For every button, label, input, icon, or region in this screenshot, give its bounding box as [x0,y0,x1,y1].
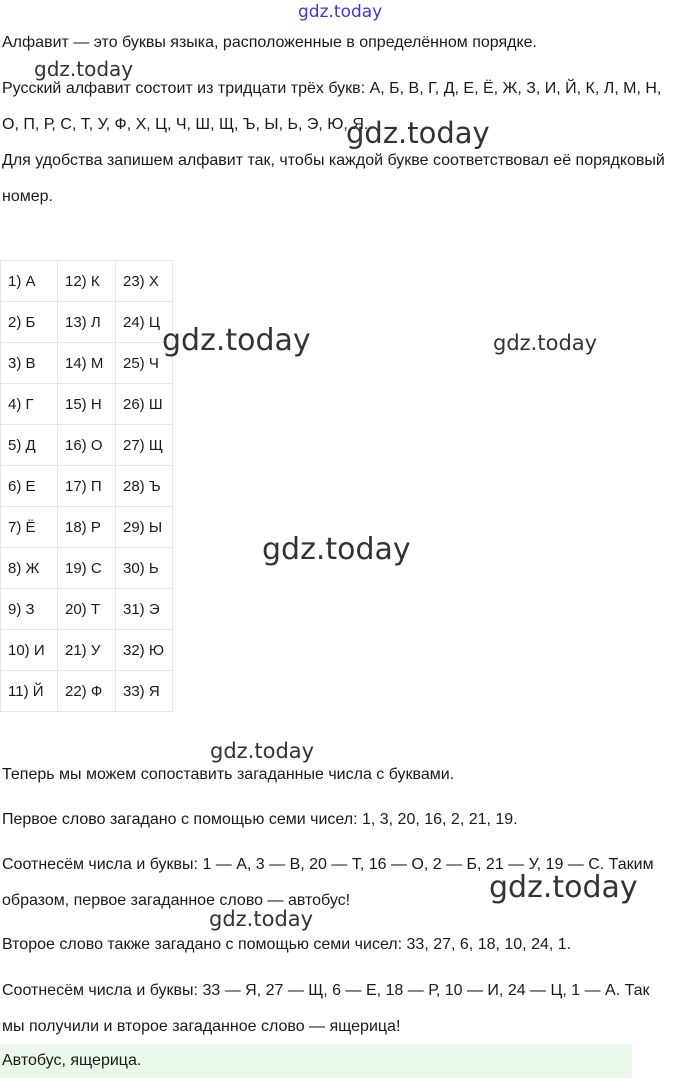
table-cell: 3) В [1,343,58,384]
table-cell: 4) Г [1,384,58,425]
table-cell: 21) У [58,630,116,671]
table-cell: 8) Ж [1,548,58,589]
paragraph-numbering-intro: Для удобства запишем алфавит так, чтобы каждой букве соответствовал её порядковый номер. [2,152,665,205]
table-row [1,630,173,671]
table-cell: 10) И [1,630,58,671]
table-cell: 24) Ц [116,302,173,343]
alphabet-number-table [0,260,173,712]
table-row [1,384,173,425]
table-cell: 31) Э [116,589,173,630]
table-cell: 17) П [58,466,116,507]
paragraph-first-word-solution: Соотнесём числа и буквы: 1 — А, 3 — В, 20 — Т, 16 — О, 2 — Б, 21 — У, 19 — С. Таким образом, первое загаданное слово — автобус! [2,856,654,909]
watermark: gdz.today [346,116,490,150]
watermark: gdz.today [162,323,311,358]
paragraph-alphabet-letters: Русский алфавит состоит из тридцати трёх букв: А, Б, В, Г, Д, Е, Ё, Ж, З, И, Й, К, Л, М, Н, О, П, Р, С, Т, У, Ф, Х, Ц, Ч, Ш, Щ, Ъ, Ы, Ь, Э, Ю, Я. [2,80,662,133]
table-cell: 23) Х [116,261,173,302]
table-cell: 2) Б [1,302,58,343]
table-cell: 13) Л [58,302,116,343]
watermark: gdz.today [34,57,134,81]
table-cell: 33) Я [116,671,173,712]
paragraph-second-word-solution: Соотнесём числа и буквы: 33 — Я, 27 — Щ, 6 — Е, 18 — Р, 10 — И, 24 — Ц, 1 — А. Так мы получили и второе загаданное слово — ящерица! [2,982,650,1035]
table-row [1,589,173,630]
table-cell: 6) Е [1,466,58,507]
table-cell: 29) Ы [116,507,173,548]
watermark: gdz.today [493,331,598,355]
answer-box: Автобус, ящерица. [0,1044,632,1078]
table-cell: 22) Ф [58,671,116,712]
table-row [1,671,173,712]
watermark: gdz.today [209,907,314,931]
table-cell: 28) Ъ [116,466,173,507]
table-row [1,507,173,548]
table-row [1,302,173,343]
table-row [1,261,173,302]
table-cell: 12) К [58,261,116,302]
paragraph-alphabet-definition: Алфавит — это буквы языка, расположенные в определённом порядке. [2,34,537,51]
paragraph-second-word-numbers: Второе слово также загадано с помощью семи чисел: 33, 27, 6, 18, 10, 24, 1. [2,936,572,953]
table-cell: 9) З [1,589,58,630]
table-cell: 25) Ч [116,343,173,384]
table-cell: 32) Ю [116,630,173,671]
table-cell: 5) Д [1,425,58,466]
paragraph-first-word-numbers: Первое слово загадано с помощью семи чисел: 1, 3, 20, 16, 2, 21, 19. [2,811,518,828]
table-cell: 18) Р [58,507,116,548]
table-row [1,425,173,466]
table-row [1,343,173,384]
table-cell: 16) О [58,425,116,466]
table-cell: 26) Ш [116,384,173,425]
table-cell: 14) М [58,343,116,384]
table-cell: 15) Н [58,384,116,425]
watermark: gdz.today [489,870,638,905]
table-cell: 7) Ё [1,507,58,548]
table-row [1,466,173,507]
watermark-top: gdz.today [298,2,383,22]
table-cell: 20) Т [58,589,116,630]
table-row [1,548,173,589]
watermark: gdz.today [210,739,315,763]
paragraph-match-intro: Теперь мы можем сопоставить загаданные числа с буквами. [2,766,455,783]
table-cell: 1) А [1,261,58,302]
watermark: gdz.today [262,532,411,567]
table-cell: 27) Щ [116,425,173,466]
table-cell: 19) С [58,548,116,589]
table-cell: 11) Й [1,671,58,712]
table-cell: 30) Ь [116,548,173,589]
